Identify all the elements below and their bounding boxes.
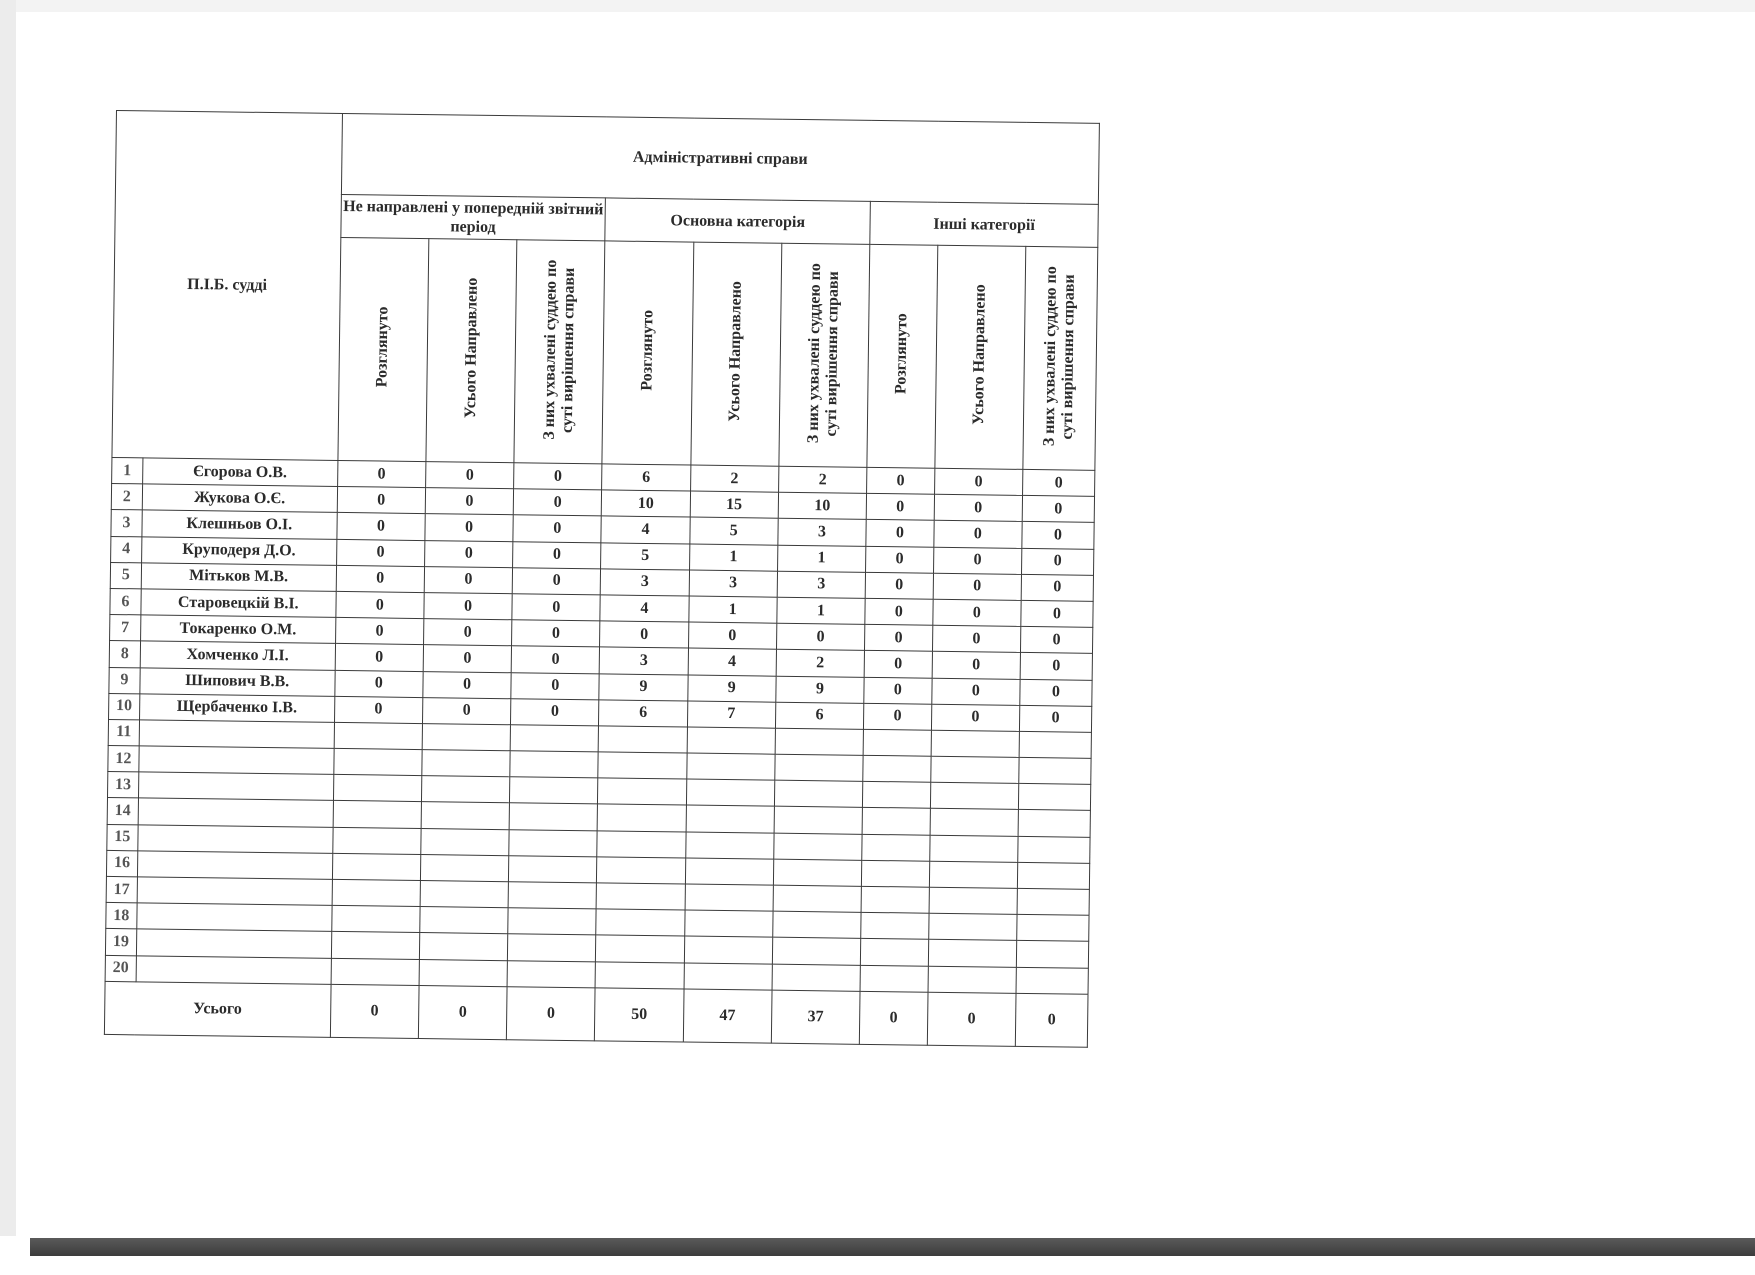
table-cell: 4 [688, 648, 777, 675]
table-cell [420, 907, 509, 934]
table-cell: 6 [602, 464, 691, 491]
table-cell [773, 885, 862, 912]
table-cell [595, 961, 684, 988]
table-cell: 0 [425, 488, 514, 515]
judge-name [137, 903, 332, 932]
table-cell: 0 [866, 546, 934, 573]
table-cell: 0 [337, 487, 426, 514]
row-number: 4 [111, 536, 142, 563]
table-cell: 3 [601, 569, 690, 596]
table-cell [930, 782, 1019, 809]
table-cell [774, 807, 863, 834]
table-cell: 0 [1021, 574, 1093, 601]
table-cell [685, 884, 774, 911]
table-cell: 0 [337, 460, 426, 487]
judge-name: Шипович В.В. [140, 667, 335, 696]
table-cell [928, 940, 1017, 967]
table-cell [773, 859, 862, 886]
table-cell: 0 [931, 704, 1020, 731]
table-cell: 0 [776, 623, 865, 650]
table-cell [422, 750, 511, 777]
table-cell [1017, 888, 1089, 915]
table-cell: 6 [599, 700, 688, 727]
table-cell: 0 [425, 514, 514, 541]
row-number: 7 [110, 615, 141, 642]
table-cell: 0 [934, 468, 1023, 495]
sub-header-6 [867, 244, 938, 468]
sub-header-label: Усього Направлено [970, 284, 990, 426]
table-cell: 6 [775, 702, 864, 729]
table-cell: 0 [423, 645, 512, 672]
table-cell: 0 [1022, 522, 1094, 549]
sub-header-label: З них ухвалені суддею по суті вирішення справи [805, 262, 843, 443]
table-cell [598, 726, 687, 753]
table-cell [331, 958, 420, 985]
sub-header-3 [602, 241, 693, 465]
judge-name [138, 824, 333, 853]
scan-left-edge [0, 0, 16, 1275]
table-cell: 0 [863, 703, 931, 730]
table-cell [931, 730, 1020, 757]
table-cell: 0 [934, 494, 1023, 521]
table-cell [685, 832, 774, 859]
table-cell [507, 960, 596, 987]
table-cell: 0 [511, 698, 600, 725]
group-header-other-categories: Інші категорії [870, 201, 1099, 247]
table-cell: 9 [687, 675, 776, 702]
table-cell: 0 [335, 670, 424, 697]
group-header-main-category: Основна категорія [605, 198, 870, 244]
table-cell [1019, 757, 1091, 784]
table-cell [596, 883, 685, 910]
table-cell: 1 [777, 545, 866, 572]
judge-name: Клешньов О.І. [142, 510, 337, 539]
sub-header-label: Розглянуто [892, 313, 911, 395]
table-cell: 0 [932, 652, 1021, 679]
table-cell: 10 [778, 492, 867, 519]
row-number: 1 [112, 457, 143, 484]
table-cell: 0 [932, 678, 1021, 705]
table-cell [775, 754, 864, 781]
table-cell: 0 [424, 593, 513, 620]
table-cell: 3 [777, 571, 866, 598]
table-cell [420, 881, 509, 908]
table-cell [928, 913, 1017, 940]
table-cell: 0 [865, 598, 933, 625]
row-number: 6 [110, 588, 141, 615]
sub-header-label: З них ухвалені суддею по суті вирішення справи [540, 259, 578, 440]
table-cell [929, 887, 1018, 914]
table-cell [861, 886, 929, 913]
table-cell [1019, 731, 1091, 758]
table-cell [860, 965, 928, 992]
table-cell: 0 [865, 624, 933, 651]
table-cell: 0 [336, 539, 425, 566]
table-cell: 4 [600, 595, 689, 622]
row-number: 13 [107, 772, 138, 799]
table-cell [596, 935, 685, 962]
table-cell: 0 [513, 515, 602, 542]
table-cell [420, 854, 509, 881]
table-cell [773, 911, 862, 938]
table-cell: 0 [426, 462, 515, 489]
table-cell: 1 [689, 544, 778, 571]
table-cell: 0 [422, 697, 511, 724]
table-cell [508, 882, 597, 909]
table-cell: 0 [514, 463, 603, 490]
table-cell: 0 [1021, 548, 1093, 575]
table-cell [331, 906, 420, 933]
table-cell [774, 833, 863, 860]
judge-name: Жукова О.Є. [142, 484, 337, 513]
judge-name: Старовецкій В.І. [141, 589, 336, 618]
group-header-not-sent: Не направлені у попередній звітний період [341, 194, 606, 240]
table-cell: 0 [1020, 679, 1092, 706]
table-cell: 5 [689, 517, 778, 544]
table-cell: 2 [778, 466, 867, 493]
sub-header-4 [690, 242, 781, 466]
table-cell: 0 [334, 696, 423, 723]
table-cell [508, 934, 597, 961]
table-cell: 0 [512, 620, 601, 647]
judge-name [136, 955, 331, 984]
table-cell: 0 [512, 594, 601, 621]
table-cell [333, 775, 422, 802]
sub-header-8 [1023, 246, 1098, 470]
table-cell [930, 809, 1019, 836]
table-cell [1017, 862, 1089, 889]
table-cell [333, 801, 422, 828]
table-cell [774, 780, 863, 807]
table-cell [929, 861, 1018, 888]
table-cell: 0 [1020, 627, 1092, 654]
table-cell: 0 [864, 651, 932, 678]
judge-name [138, 798, 333, 827]
table-cell: 0 [513, 541, 602, 568]
table-cell [509, 829, 598, 856]
table-cell: 0 [1019, 705, 1091, 732]
judge-name [138, 772, 333, 801]
table-cell [508, 908, 597, 935]
sub-header-label: З них ухвалені суддею по суті вирішення справи [1041, 265, 1079, 446]
table-cell: 0 [1022, 469, 1094, 496]
table-cell: 0 [867, 467, 935, 494]
table-cell [334, 748, 423, 775]
table-cell [862, 834, 930, 861]
judge-name [139, 720, 334, 749]
row-number: 18 [106, 903, 137, 930]
table-cell [686, 805, 775, 832]
row-number: 5 [110, 562, 141, 589]
table-cell: 0 [933, 547, 1022, 574]
table-cell [332, 827, 421, 854]
table-cell [597, 804, 686, 831]
judge-name: Мітьков М.В. [141, 563, 336, 592]
table-cell [332, 853, 421, 880]
table-cell [334, 722, 423, 749]
table-cell [685, 858, 774, 885]
administrative-cases-header: Адміністративні справи [341, 113, 1099, 204]
judge-name: Щербаченко І.В. [139, 694, 334, 723]
table-cell [862, 782, 930, 809]
table-cell [332, 879, 421, 906]
table-cell [419, 959, 508, 986]
row-number: 8 [109, 641, 140, 668]
table-cell [509, 803, 598, 830]
table-cell: 0 [424, 540, 513, 567]
sub-header-1 [426, 239, 517, 463]
sub-header-2 [514, 240, 605, 464]
table-cell [928, 966, 1017, 993]
table-cell [862, 808, 930, 835]
row-number: 17 [106, 876, 137, 903]
table-cell [421, 776, 510, 803]
judge-name: Хомченко Л.І. [140, 641, 335, 670]
table-cell: 0 [600, 621, 689, 648]
judge-name: Круподеря Д.О. [141, 536, 336, 565]
table-cell: 0 [934, 521, 1023, 548]
scan-bottom-shadow [30, 1238, 1755, 1256]
table-cell [772, 964, 861, 991]
table-cell: 0 [1021, 600, 1093, 627]
table-cell [510, 725, 599, 752]
table-cell [331, 932, 420, 959]
total-cell: 0 [330, 984, 419, 1038]
table-cell: 3 [600, 647, 689, 674]
table-cell: 0 [513, 489, 602, 516]
table-cell [861, 860, 929, 887]
table-cell: 0 [423, 619, 512, 646]
table-cell [929, 835, 1018, 862]
judge-name [137, 851, 332, 880]
row-number: 16 [106, 850, 137, 877]
table-cell: 0 [423, 671, 512, 698]
table-cell [597, 857, 686, 884]
total-cell: 0 [927, 992, 1016, 1046]
table-cell: 1 [777, 597, 866, 624]
judge-name [139, 746, 334, 775]
judge-name-header: П.І.Б. судді [112, 111, 342, 461]
table-cell [510, 751, 599, 778]
judge-name [137, 877, 332, 906]
row-number: 9 [109, 667, 140, 694]
table-cell [421, 828, 510, 855]
table-cell: 0 [865, 572, 933, 599]
table-cell: 0 [933, 599, 1022, 626]
table-cell: 2 [776, 650, 865, 677]
judge-name: Єгорова О.В. [142, 458, 337, 487]
total-cell: 0 [418, 985, 507, 1039]
total-cell: 37 [771, 990, 860, 1044]
table-cell [684, 910, 773, 937]
table-cell [1018, 784, 1090, 811]
row-number: 15 [107, 824, 138, 851]
table-cell [598, 752, 687, 779]
row-number: 10 [109, 693, 140, 720]
table-cell [596, 909, 685, 936]
table-cell [861, 913, 929, 940]
table-cell [421, 802, 510, 829]
table-cell [1018, 810, 1090, 837]
table-cell: 9 [776, 676, 865, 703]
table-cell: 0 [1020, 653, 1092, 680]
table-cell [687, 727, 776, 754]
row-number: 2 [111, 484, 142, 511]
row-number: 11 [108, 719, 139, 746]
table-cell [860, 939, 928, 966]
table-cell [598, 778, 687, 805]
row-number: 12 [108, 746, 139, 773]
table-cell: 0 [1022, 496, 1094, 523]
table-cell: 2 [690, 465, 779, 492]
table-cell: 15 [690, 491, 779, 518]
row-number: 19 [105, 929, 136, 956]
table-cell: 0 [864, 677, 932, 704]
table-cell [686, 779, 775, 806]
table-cell: 5 [601, 542, 690, 569]
table-cell: 0 [512, 567, 601, 594]
table-cell: 1 [688, 596, 777, 623]
judge-name: Токаренко О.М. [140, 615, 335, 644]
report-sheet [104, 110, 1100, 1048]
row-number: 20 [105, 955, 136, 982]
table-cell: 0 [336, 565, 425, 592]
table-cell: 3 [689, 570, 778, 597]
table-cell: 0 [866, 494, 934, 521]
total-cell: 47 [683, 989, 772, 1043]
table-cell: 0 [511, 672, 600, 699]
table-cell [775, 728, 864, 755]
table-cell [1016, 941, 1088, 968]
table-cell: 0 [511, 646, 600, 673]
scan-top-edge [0, 0, 1755, 12]
table-cell [1016, 967, 1088, 994]
table-cell [863, 729, 931, 756]
table-cell [597, 830, 686, 857]
row-number: 3 [111, 510, 142, 537]
table-cell: 0 [335, 618, 424, 645]
table-cell: 0 [932, 625, 1021, 652]
table-cell: 4 [601, 516, 690, 543]
table-cell [684, 963, 773, 990]
total-label: Усього [104, 981, 330, 1037]
table-cell: 0 [688, 622, 777, 649]
sub-header-5 [779, 243, 870, 467]
table-cell: 10 [602, 490, 691, 517]
table-cell: 0 [337, 513, 426, 540]
sub-header-label: Розглянуто [373, 306, 392, 388]
table-cell [510, 777, 599, 804]
table-cell [772, 938, 861, 965]
table-cell: 9 [599, 673, 688, 700]
sub-header-0 [338, 237, 429, 461]
table-cell [1018, 836, 1090, 863]
table-cell: 0 [336, 591, 425, 618]
total-cell: 0 [859, 991, 927, 1045]
sub-header-label: Усього Направлено [461, 277, 481, 419]
total-cell: 50 [595, 988, 684, 1042]
report-table [104, 110, 1100, 1048]
table-cell: 0 [933, 573, 1022, 600]
sub-header-label: Усього Направлено [726, 281, 745, 423]
table-cell [419, 933, 508, 960]
total-cell: 0 [1015, 993, 1088, 1047]
table-cell: 3 [778, 519, 867, 546]
table-cell [686, 753, 775, 780]
table-cell [1017, 915, 1089, 942]
sub-header-label: Розглянуто [638, 309, 657, 391]
row-number: 14 [107, 798, 138, 825]
table-cell: 0 [335, 644, 424, 671]
scan-bottom-edge [0, 1256, 1755, 1275]
table-cell [930, 756, 1019, 783]
total-cell: 0 [507, 986, 596, 1040]
table-cell: 7 [687, 701, 776, 728]
table-cell: 0 [424, 566, 513, 593]
table-cell [422, 723, 511, 750]
table-cell [863, 755, 931, 782]
judge-name [136, 929, 331, 958]
sub-header-7 [935, 245, 1026, 469]
table-cell [509, 856, 598, 883]
table-cell [684, 936, 773, 963]
table-cell: 0 [866, 520, 934, 547]
